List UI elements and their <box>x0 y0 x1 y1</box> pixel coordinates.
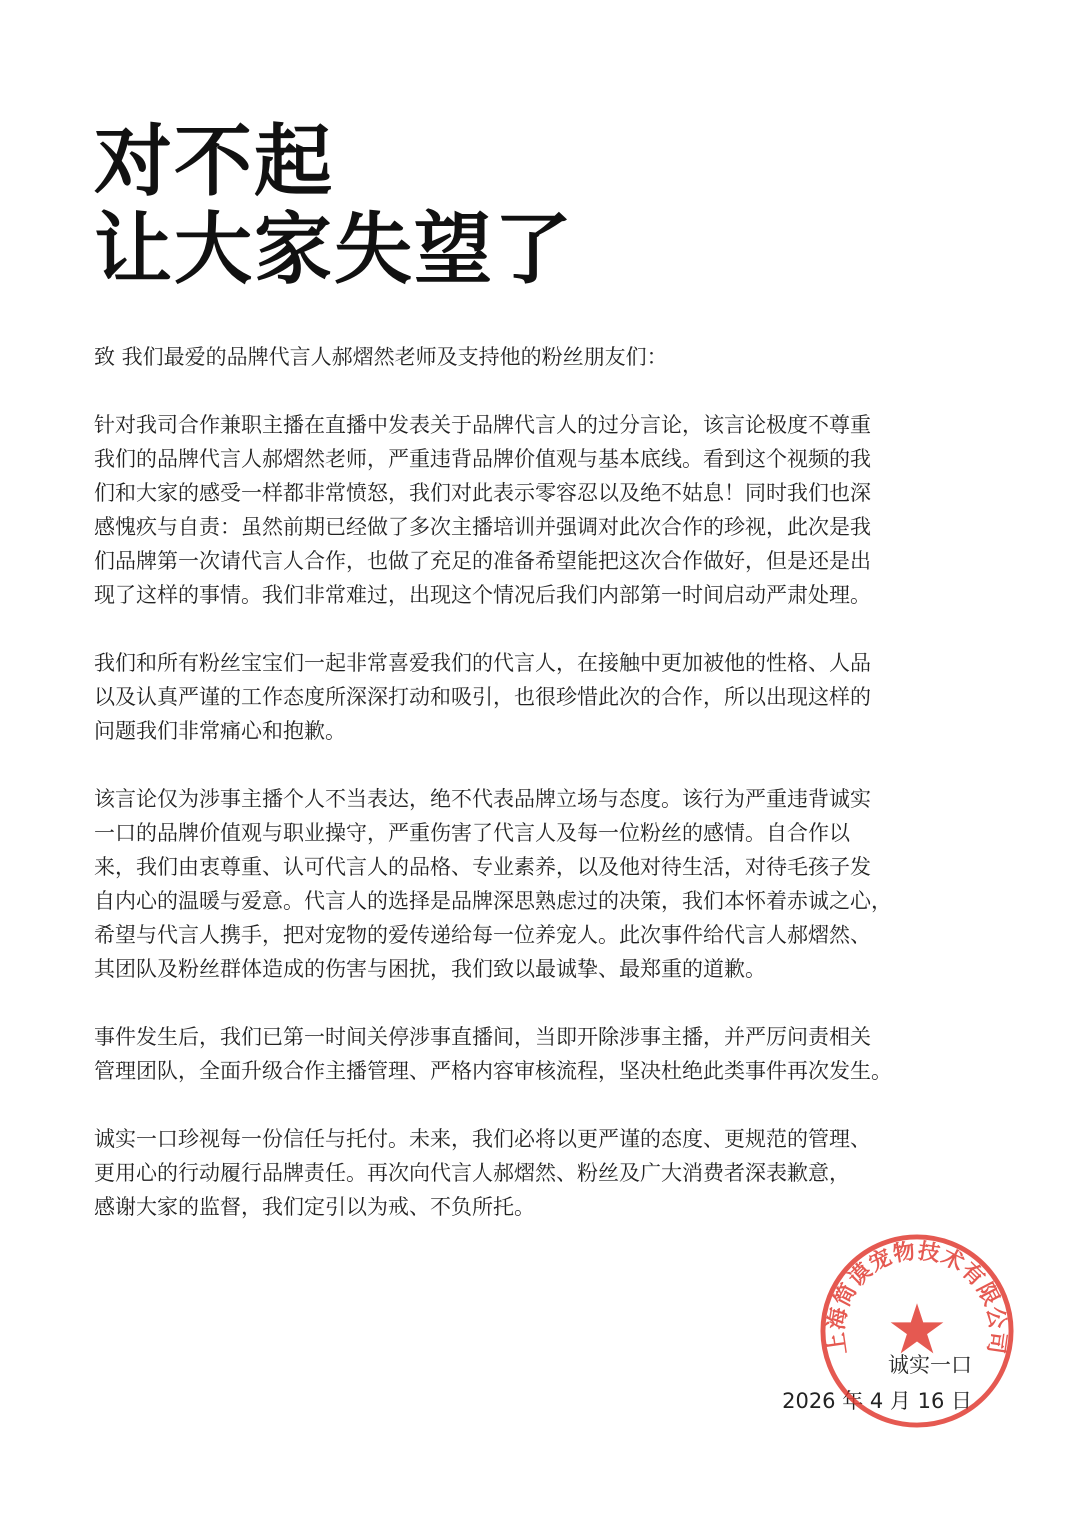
paragraph-1-line-1: 针对我司合作兼职主播在直播中发表关于品牌代言人的过分言论，该言论极度不尊重 <box>94 413 871 437</box>
signature-date: 2026 年 4 月 16 日 <box>782 1389 972 1413</box>
paragraph-1-line-3: 们和大家的感受一样都非常愤怒，我们对此表示零容忍以及绝不姑息！同时我们也深 <box>94 481 871 505</box>
paragraph-4-line-2: 管理团队，全面升级合作主播管理、严格内容审核流程，坚决杜绝此类事件再次发生。 <box>94 1059 892 1083</box>
paragraph-3-line-5: 希望与代言人携手，把对宠物的爱传递给每一位养宠人。此次事件给代言人郝熠然、 <box>94 923 871 947</box>
paragraph-4-line-1: 事件发生后，我们已第一时间关停涉事直播间，当即开除涉事主播，并严厉问责相关 <box>94 1025 871 1049</box>
paragraph-2-line-2: 以及认真严谨的工作态度所深深打动和吸引，也很珍惜此次的合作，所以出现这样的 <box>94 685 871 709</box>
paragraph-3-line-4: 自内心的温暖与爱意。代言人的选择是品牌深思熟虑过的决策，我们本怀着赤诚之心， <box>94 889 892 913</box>
title-line-1: 对不起 <box>94 117 335 207</box>
paragraph-2-line-3: 问题我们非常痛心和抱歉。 <box>94 719 346 743</box>
seal-star-icon <box>891 1303 944 1353</box>
paragraph-5-line-3: 感谢大家的监督，我们定引以为戒、不负所托。 <box>94 1195 535 1219</box>
paragraph-3-line-3: 来，我们由衷尊重、认可代言人的品格、专业素养，以及他对待生活，对待毛孩子发 <box>94 855 871 879</box>
paragraph-5-line-1: 诚实一口珍视每一份信任与托付。未来，我们必将以更严谨的态度、更规范的管理、 <box>94 1127 871 1151</box>
paragraph-2-line-1: 我们和所有粉丝宝宝们一起非常喜爱我们的代言人，在接触中更加被他的性格、人品 <box>94 651 871 675</box>
letter-body <box>94 340 994 1224</box>
paragraph-3-line-2: 一口的品牌价值观与职业操守，严重伤害了代言人及每一位粉丝的感情。自合作以 <box>94 821 850 845</box>
signature-block <box>782 1347 972 1419</box>
paragraph-1-line-2: 我们的品牌代言人郝熠然老师，严重违背品牌价值观与基本底线。看到这个视频的我 <box>94 447 871 471</box>
signature-name: 诚实一口 <box>888 1353 972 1377</box>
paragraph-3-line-1: 该言论仅为涉事主播个人不当表达，绝不代表品牌立场与态度。该行为严重违背诚实 <box>94 787 871 811</box>
paragraph-1-line-5: 们品牌第一次请代言人合作，也做了充足的准备希望能把这次合作做好，但是还是出 <box>94 549 871 573</box>
paragraph-1-line-4: 感愧疚与自责：虽然前期已经做了多次主播培训并强调对此次合作的珍视，此次是我 <box>94 515 871 539</box>
paragraph-5-line-2: 更用心的行动履行品牌责任。再次向代言人郝熠然、粉丝及广大消费者深表歉意， <box>94 1161 850 1185</box>
paragraph-1-line-6: 现了这样的事情。我们非常难过，出现这个情况后我们内部第一时间启动严肃处理。 <box>94 583 871 607</box>
salutation: 致 我们最爱的品牌代言人郝熠然老师及支持他的粉丝朋友们： <box>94 345 668 369</box>
letter-title <box>94 118 574 294</box>
seal-text: 上海简谟宠物技术有限公司 <box>824 1238 1010 1357</box>
title-line-2: 让大家失望了 <box>94 205 575 295</box>
paragraph-3-line-6: 其团队及粉丝群体造成的伤害与困扰，我们致以最诚挚、最郑重的道歉。 <box>94 957 766 981</box>
